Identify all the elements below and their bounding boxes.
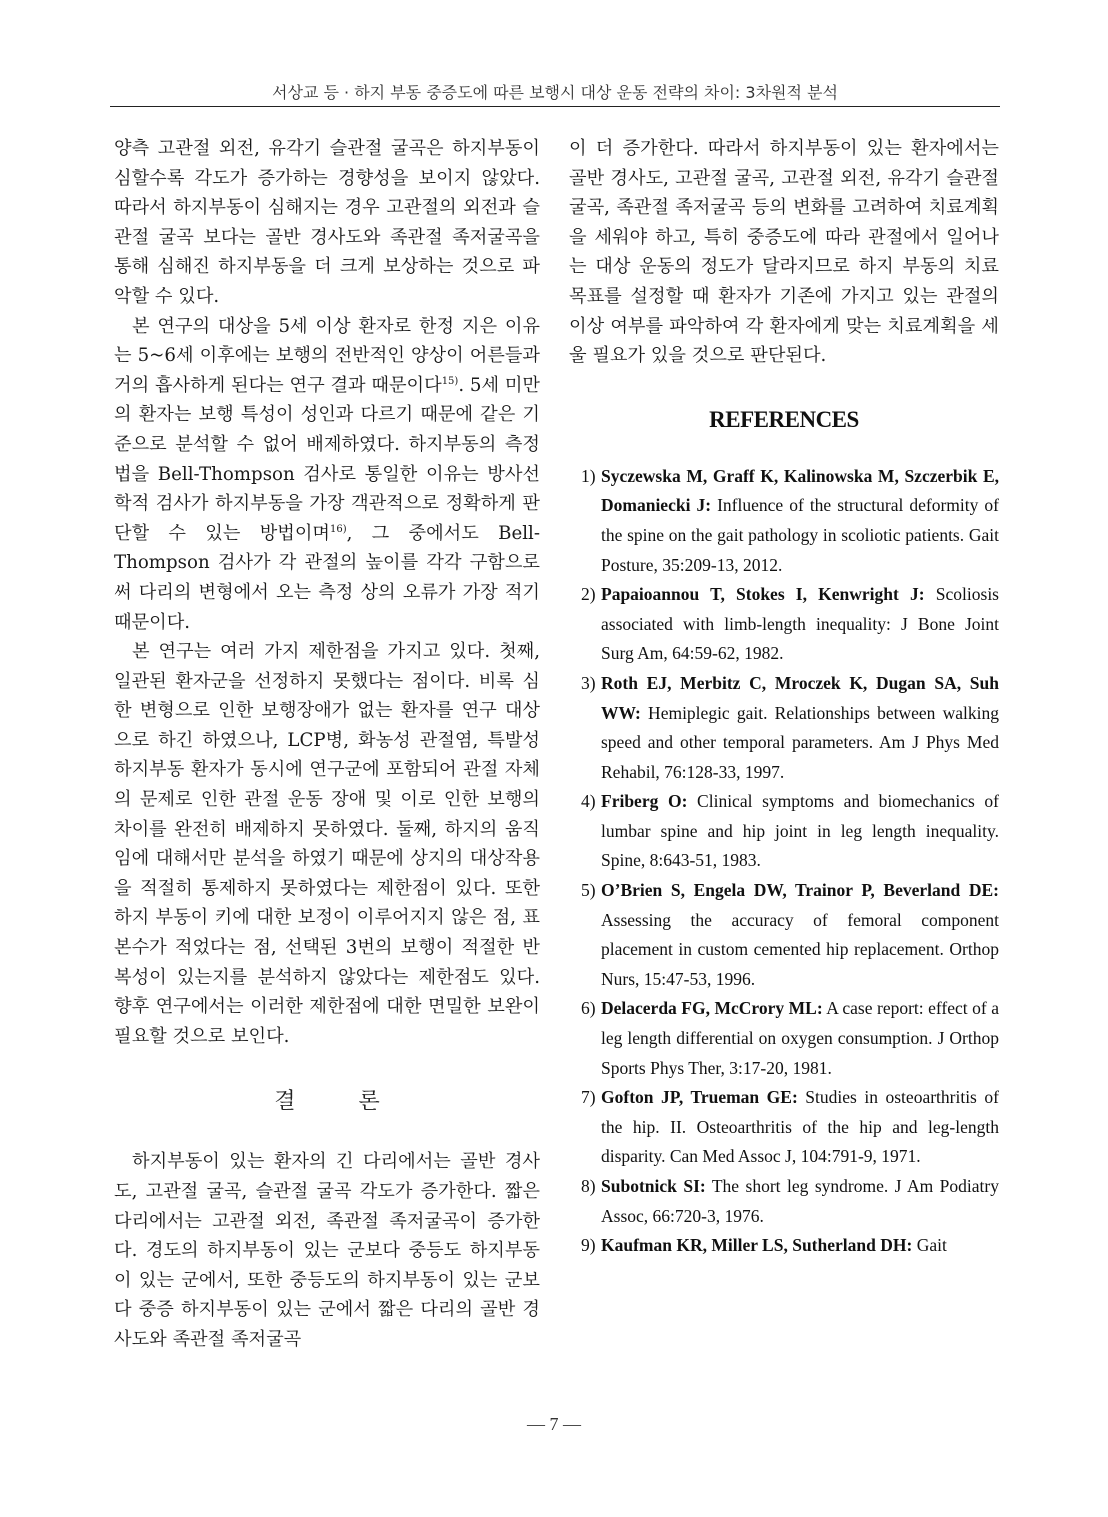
reference-authors: Friberg O: xyxy=(601,791,688,812)
paragraph-3 xyxy=(114,637,540,1051)
paragraph-5: 이 더 증가한다. 따라서 하지부동이 있는 환자에서는 골반 경사도, 고관절 굴곡, 고관절 외전, 유각기 슬관절 굴곡, 족관절 족저굴곡 등의 변화를 고려하여 치료계획을 세워야 하고, 특히 중증도에 따라 관절에서 일어나는 대상 운동의 정도가 달라지므로 하지 부동의 치료 목표를 설정할 때 환자가 기존에 가지고 있는 관절의 이상 여부를 파악하여 각 환자에게 맞는 치료계획을 세울 필요가 있을 것으로 판단된다. xyxy=(569,138,999,367)
right-column xyxy=(569,134,999,1261)
reference-item xyxy=(569,1172,999,1231)
reference-number: 1) xyxy=(581,465,596,486)
paragraph-4 xyxy=(114,1147,540,1354)
reference-authors: Syczewska M, Graff K, Kalinowska M, Szczerbik E, Domaniecki J: xyxy=(601,465,999,516)
reference-text: A case report: effect of a leg length differential on oxygen consumption. J Orthop Sports Phys Ther, 3:17-20, 1981. xyxy=(601,998,999,1078)
reference-authors: Delacerda FG, McCrory ML: xyxy=(601,998,823,1019)
reference-text: Studies in osteoarthritis of the hip. II. Osteoarthritis of the hip and leg-length disparity. Can Med Assoc J, 104:791-9, 1971. xyxy=(601,1087,999,1167)
reference-authors: O’Brien S, Engela DW, Trainor P, Beverland DE: xyxy=(601,880,999,901)
reference-text: Gait xyxy=(912,1235,947,1256)
reference-number: 6) xyxy=(581,998,596,1019)
reference-item xyxy=(569,462,999,580)
paragraph-2-text-a: 본 연구의 대상을 5세 이상 환자로 한정 지은 이유는 5~6세 이후에는 보행의 전반적인 양상이 어른들과 거의 흡사하게 된다는 연구 결과 때문이다 xyxy=(114,315,540,396)
reference-number: 3) xyxy=(581,672,596,693)
reference-item xyxy=(569,1083,999,1172)
reference-item xyxy=(569,669,999,787)
reference-list xyxy=(569,462,999,1261)
reference-number: 8) xyxy=(581,1176,596,1196)
citation-16: 16) xyxy=(329,523,347,535)
reference-item xyxy=(569,994,999,1083)
reference-text: Scoliosis associated with limb-length inequality: J Bone Joint Surg Am, 64:59-62, 1982. xyxy=(601,584,999,664)
reference-text: Hemiplegic gait. Relationships between walking speed and other temporal parameters. Am J Phys Med Rehabil, 76:128-33, 1997. xyxy=(601,702,999,782)
reference-authors: Roth EJ, Merbitz C, Mroczek K, Dugan SA, Suh WW: xyxy=(601,672,999,723)
paragraph-3-text: 본 연구는 여러 가지 제한점을 가지고 있다. 첫째, 일관된 환자군을 선정하지 못했다는 점이다. 비록 심한 변형으로 인한 보행장애가 없는 환자를 연구 대상으로 하긴 하였으나, LCP병, 화농성 관절염, 특발성 하지부동 환자가 동시에 연구군에 포함되어 관절 자체의 문제로 인한 관절 운동 장애 및 이로 인한 보행의 차이를 완전히 배제하지 못하였다. 둘째, 하지의 움직임에 대해서만 분석을 하였기 때문에 상지의 대상작용을 적절히 통제하지 못하였다는 제한점이 있다. 또한 하지 부동이 키에 대한 보정이 이루어지지 않은 점, 표본수가 적었다는 점, 선택된 3번의 보행이 적절한 반복성이 있는지를 분석하지 않았다는 제한점도 있다. 향후 연구에서는 이러한 제한점에 대한 면밀한 보완이 필요할 것으로 보인다. xyxy=(114,641,540,1047)
header-rule xyxy=(110,106,1000,107)
reference-item xyxy=(569,787,999,876)
paragraph-4-text: 하지부동이 있는 환자의 긴 다리에서는 골반 경사도, 고관절 굴곡, 슬관절 굴곡 각도가 증가한다. 짧은 다리에서는 고관절 외전, 족관절 족저굴곡이 증가한다. 경도의 하지부동이 있는 군보다 중등도 하지부동이 있는 군에서, 또한 중등도의 하지부동이 있는 군보다 중증 하지부동이 있는 군에서 짧은 다리의 골반 경사도와 족관절 족저굴곡 xyxy=(114,1151,540,1350)
paragraph-1: 양측 고관절 외전, 유각기 슬관절 굴곡은 하지부동이 심할수록 각도가 증가하는 경향성을 보이지 않았다. 따라서 하지부동이 심해지는 경우 고관절의 외전과 슬관절 굴곡 보다는 골반 경사도와 족관절 족저굴곡을 통해 심해진 하지부동을 더 크게 보상하는 것으로 파악할 수 있다. xyxy=(114,138,540,307)
reference-authors: Subotnick SI: xyxy=(601,1176,706,1196)
reference-authors: Kaufman KR, Miller LS, Sutherland DH: xyxy=(601,1235,913,1256)
reference-item xyxy=(569,1231,999,1261)
citation-15: 15) xyxy=(441,375,459,387)
reference-number: 5) xyxy=(581,880,596,901)
references-title: REFERENCES xyxy=(709,406,859,432)
paragraph-2-text-c: , 그 중에서도 Bell-Thompson 검사가 각 관절의 높이를 각각 구함으로써 다리의 변형에서 오는 측정 상의 오류가 가장 적기 때문이다. xyxy=(114,522,540,633)
reference-number: 9) xyxy=(581,1235,596,1256)
reference-authors: Papaioannou T, Stokes I, Kenwright J: xyxy=(601,584,925,605)
reference-text: Assessing the accuracy of femoral component placement in custom cemented hip replacement. Orthop Nurs, 15:47-53, 1996. xyxy=(601,909,999,989)
reference-text: Influence of the structural deformity of the spine on the gait pathology in scoliotic patients. Gait Posture, 35:209-13, 2012. xyxy=(601,495,999,575)
running-head: 서상교 등 · 하지 부동 중증도에 따른 보행시 대상 운동 전략의 차이: 3차원적 분석 xyxy=(272,83,838,102)
reference-authors: Gofton JP, Trueman GE: xyxy=(601,1087,798,1108)
reference-text: The short leg syndrome. J Am Podiatry Assoc, 66:720-3, 1976. xyxy=(601,1176,999,1226)
section-title-conclusion: 결 론 xyxy=(274,1089,408,1115)
reference-item xyxy=(569,580,999,669)
paragraph-2 xyxy=(114,312,540,638)
reference-number: 4) xyxy=(581,791,596,812)
paragraph-2-text-b: . 5세 미만의 환자는 보행 특성이 성인과 다르기 때문에 같은 기준으로 분석할 수 없어 배제하였다. 하지부동의 측정법을 Bell-Thompson 검사로 통일한 이유는 방사선학적 검사가 하지부동을 가장 객관적으로 정확하게 판단할 수 있는 방법이며 xyxy=(114,374,540,544)
reference-item xyxy=(569,876,999,994)
reference-number: 7) xyxy=(581,1087,596,1108)
reference-number: 2) xyxy=(581,584,596,605)
page-number: — 7 — xyxy=(527,1414,581,1434)
left-column xyxy=(114,134,540,1355)
reference-text: Clinical symptoms and biomechanics of lumbar spine and hip joint in leg length inequality. Spine, 8:643-51, 1983. xyxy=(601,791,999,871)
